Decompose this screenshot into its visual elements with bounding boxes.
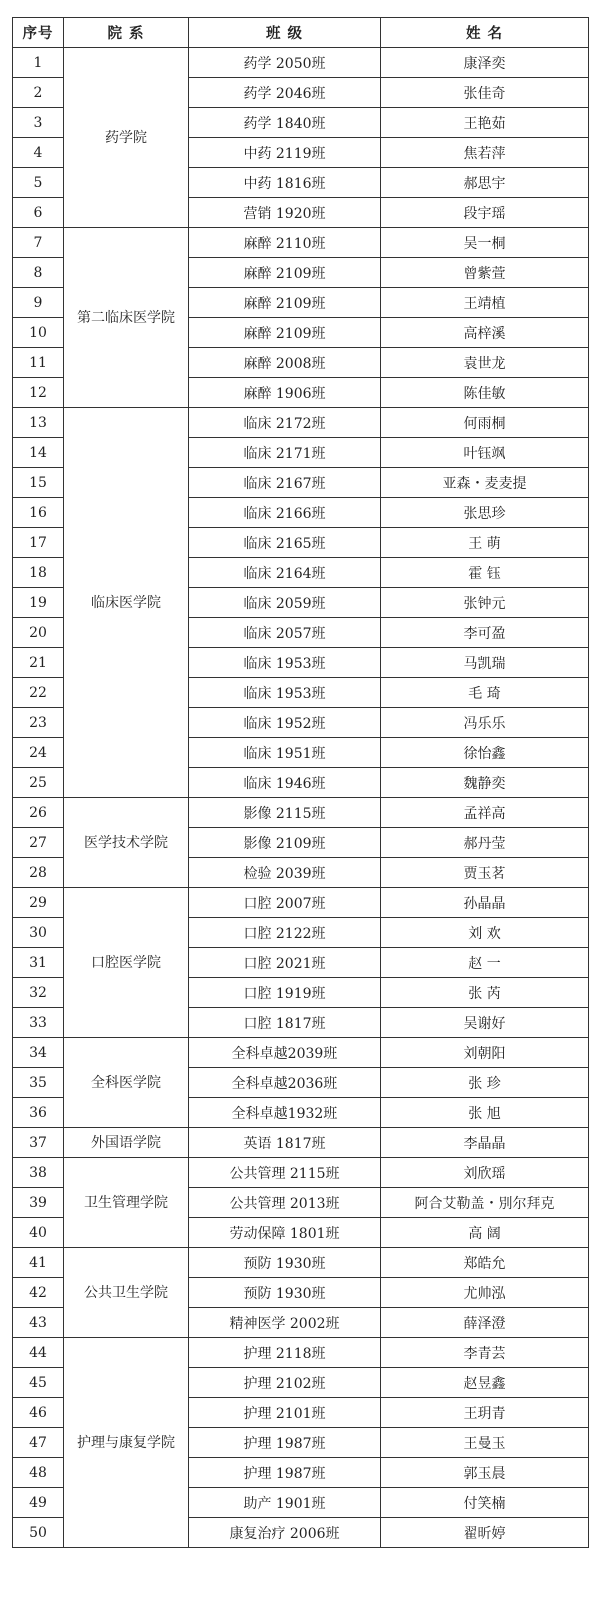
class-cell: 影像 2115班 <box>189 798 381 828</box>
table-row <box>13 48 589 78</box>
student-name-cell: 李可盈 <box>381 618 589 648</box>
student-name-cell: 吴一桐 <box>381 228 589 258</box>
department-cell: 公共卫生学院 <box>64 1248 189 1338</box>
serial-number-cell: 4 <box>13 138 64 168</box>
class-cell: 护理 1987班 <box>189 1428 381 1458</box>
class-cell: 麻醉 1906班 <box>189 378 381 408</box>
serial-number-cell: 31 <box>13 948 64 978</box>
serial-number-cell: 46 <box>13 1398 64 1428</box>
table-row <box>13 798 589 828</box>
student-name-cell: 张思珍 <box>381 498 589 528</box>
student-name-cell: 翟昕婷 <box>381 1518 589 1548</box>
class-cell: 麻醉 2110班 <box>189 228 381 258</box>
class-cell: 护理 2118班 <box>189 1338 381 1368</box>
serial-number-cell: 13 <box>13 408 64 438</box>
class-cell: 公共管理 2013班 <box>189 1188 381 1218</box>
table-row <box>13 1338 589 1368</box>
serial-number-cell: 28 <box>13 858 64 888</box>
department-cell: 外国语学院 <box>64 1128 189 1158</box>
class-cell: 口腔 1817班 <box>189 1008 381 1038</box>
serial-number-cell: 33 <box>13 1008 64 1038</box>
class-cell: 临床 2171班 <box>189 438 381 468</box>
student-name-cell: 李青芸 <box>381 1338 589 1368</box>
serial-number-cell: 11 <box>13 348 64 378</box>
serial-number-cell: 50 <box>13 1518 64 1548</box>
serial-number-cell: 39 <box>13 1188 64 1218</box>
serial-number-cell: 26 <box>13 798 64 828</box>
class-cell: 口腔 2007班 <box>189 888 381 918</box>
student-name-cell: 尤帅泓 <box>381 1278 589 1308</box>
student-name-cell: 袁世龙 <box>381 348 589 378</box>
class-cell: 预防 1930班 <box>189 1278 381 1308</box>
student-name-cell: 高 阔 <box>381 1218 589 1248</box>
student-name-cell: 王曼玉 <box>381 1428 589 1458</box>
table-row <box>13 1128 589 1158</box>
class-cell: 护理 2101班 <box>189 1398 381 1428</box>
department-cell: 临床医学院 <box>64 408 189 798</box>
student-name-cell: 王玥青 <box>381 1398 589 1428</box>
header-row <box>13 18 589 48</box>
serial-number-cell: 42 <box>13 1278 64 1308</box>
student-name-cell: 王艳茹 <box>381 108 589 138</box>
student-name-cell: 王靖植 <box>381 288 589 318</box>
student-name-cell: 毛 琦 <box>381 678 589 708</box>
serial-number-cell: 49 <box>13 1488 64 1518</box>
table-header <box>13 18 589 48</box>
serial-number-cell: 47 <box>13 1428 64 1458</box>
class-cell: 检验 2039班 <box>189 858 381 888</box>
serial-number-cell: 14 <box>13 438 64 468</box>
serial-number-cell: 23 <box>13 708 64 738</box>
serial-number-cell: 10 <box>13 318 64 348</box>
class-cell: 护理 2102班 <box>189 1368 381 1398</box>
serial-number-cell: 15 <box>13 468 64 498</box>
serial-number-cell: 19 <box>13 588 64 618</box>
student-name-cell: 李晶晶 <box>381 1128 589 1158</box>
department-cell: 卫生管理学院 <box>64 1158 189 1248</box>
serial-number-cell: 7 <box>13 228 64 258</box>
class-cell: 公共管理 2115班 <box>189 1158 381 1188</box>
serial-number-cell: 3 <box>13 108 64 138</box>
class-cell: 全科卓越1932班 <box>189 1098 381 1128</box>
student-name-cell: 郝思宇 <box>381 168 589 198</box>
student-name-cell: 张佳奇 <box>381 78 589 108</box>
serial-number-cell: 6 <box>13 198 64 228</box>
class-cell: 口腔 2122班 <box>189 918 381 948</box>
class-cell: 助产 1901班 <box>189 1488 381 1518</box>
student-name-cell: 刘朝阳 <box>381 1038 589 1068</box>
serial-number-cell: 43 <box>13 1308 64 1338</box>
serial-number-cell: 1 <box>13 48 64 78</box>
student-name-cell: 康泽奕 <box>381 48 589 78</box>
serial-number-cell: 40 <box>13 1218 64 1248</box>
serial-number-cell: 9 <box>13 288 64 318</box>
student-name-cell: 徐怡鑫 <box>381 738 589 768</box>
table-row <box>13 408 589 438</box>
serial-number-cell: 48 <box>13 1458 64 1488</box>
student-name-cell: 高梓溪 <box>381 318 589 348</box>
table-row <box>13 1248 589 1278</box>
student-name-cell: 孟祥高 <box>381 798 589 828</box>
serial-number-cell: 38 <box>13 1158 64 1188</box>
class-cell: 临床 2172班 <box>189 408 381 438</box>
class-cell: 临床 2165班 <box>189 528 381 558</box>
serial-number-cell: 29 <box>13 888 64 918</box>
header-name: 姓 名 <box>381 18 589 48</box>
student-name-cell: 郭玉晨 <box>381 1458 589 1488</box>
serial-number-cell: 8 <box>13 258 64 288</box>
class-cell: 临床 1951班 <box>189 738 381 768</box>
class-cell: 护理 1987班 <box>189 1458 381 1488</box>
class-cell: 临床 1953班 <box>189 678 381 708</box>
serial-number-cell: 22 <box>13 678 64 708</box>
class-cell: 临床 2164班 <box>189 558 381 588</box>
student-name-cell: 刘 欢 <box>381 918 589 948</box>
department-cell: 全科医学院 <box>64 1038 189 1128</box>
class-cell: 药学 2050班 <box>189 48 381 78</box>
student-name-cell: 亚森・麦麦提 <box>381 468 589 498</box>
student-name-cell: 孙晶晶 <box>381 888 589 918</box>
class-cell: 临床 1953班 <box>189 648 381 678</box>
table-body <box>13 48 589 1548</box>
roster-table <box>12 17 589 1548</box>
class-cell: 临床 2166班 <box>189 498 381 528</box>
serial-number-cell: 5 <box>13 168 64 198</box>
serial-number-cell: 21 <box>13 648 64 678</box>
class-cell: 影像 2109班 <box>189 828 381 858</box>
class-cell: 口腔 2021班 <box>189 948 381 978</box>
student-name-cell: 陈佳敏 <box>381 378 589 408</box>
class-cell: 预防 1930班 <box>189 1248 381 1278</box>
student-name-cell: 付笑楠 <box>381 1488 589 1518</box>
class-cell: 康复治疗 2006班 <box>189 1518 381 1548</box>
student-name-cell: 郝丹莹 <box>381 828 589 858</box>
serial-number-cell: 24 <box>13 738 64 768</box>
class-cell: 中药 2119班 <box>189 138 381 168</box>
serial-number-cell: 34 <box>13 1038 64 1068</box>
header-serial-number: 序号 <box>13 18 64 48</box>
student-name-cell: 马凯瑞 <box>381 648 589 678</box>
class-cell: 临床 2167班 <box>189 468 381 498</box>
class-cell: 麻醉 2008班 <box>189 348 381 378</box>
student-name-cell: 王 萌 <box>381 528 589 558</box>
student-name-cell: 阿合艾勒盖・別尔拜克 <box>381 1188 589 1218</box>
class-cell: 药学 1840班 <box>189 108 381 138</box>
serial-number-cell: 20 <box>13 618 64 648</box>
student-name-cell: 段宇瑶 <box>381 198 589 228</box>
class-cell: 临床 2057班 <box>189 618 381 648</box>
serial-number-cell: 25 <box>13 768 64 798</box>
class-cell: 中药 1816班 <box>189 168 381 198</box>
class-cell: 临床 1946班 <box>189 768 381 798</box>
class-cell: 全科卓越2039班 <box>189 1038 381 1068</box>
department-cell: 医学技术学院 <box>64 798 189 888</box>
serial-number-cell: 32 <box>13 978 64 1008</box>
serial-number-cell: 12 <box>13 378 64 408</box>
class-cell: 药学 2046班 <box>189 78 381 108</box>
student-name-cell: 魏静奕 <box>381 768 589 798</box>
student-name-cell: 张 珍 <box>381 1068 589 1098</box>
serial-number-cell: 37 <box>13 1128 64 1158</box>
table-row <box>13 228 589 258</box>
header-department: 院 系 <box>64 18 189 48</box>
class-cell: 口腔 1919班 <box>189 978 381 1008</box>
student-name-cell: 冯乐乐 <box>381 708 589 738</box>
serial-number-cell: 2 <box>13 78 64 108</box>
serial-number-cell: 16 <box>13 498 64 528</box>
student-name-cell: 张钟元 <box>381 588 589 618</box>
department-cell: 护理与康复学院 <box>64 1338 189 1548</box>
student-name-cell: 张 旭 <box>381 1098 589 1128</box>
serial-number-cell: 30 <box>13 918 64 948</box>
class-cell: 麻醉 2109班 <box>189 318 381 348</box>
student-name-cell: 张 芮 <box>381 978 589 1008</box>
student-name-cell: 贾玉茗 <box>381 858 589 888</box>
class-cell: 英语 1817班 <box>189 1128 381 1158</box>
table-row <box>13 888 589 918</box>
department-cell: 口腔医学院 <box>64 888 189 1038</box>
serial-number-cell: 36 <box>13 1098 64 1128</box>
student-name-cell: 曾紫萱 <box>381 258 589 288</box>
class-cell: 临床 1952班 <box>189 708 381 738</box>
class-cell: 麻醉 2109班 <box>189 258 381 288</box>
student-name-cell: 郑皓允 <box>381 1248 589 1278</box>
table-row <box>13 1038 589 1068</box>
student-name-cell: 赵昱鑫 <box>381 1368 589 1398</box>
department-cell: 药学院 <box>64 48 189 228</box>
class-cell: 临床 2059班 <box>189 588 381 618</box>
serial-number-cell: 41 <box>13 1248 64 1278</box>
class-cell: 全科卓越2036班 <box>189 1068 381 1098</box>
student-name-cell: 吴谢好 <box>381 1008 589 1038</box>
class-cell: 精神医学 2002班 <box>189 1308 381 1338</box>
serial-number-cell: 18 <box>13 558 64 588</box>
class-cell: 营销 1920班 <box>189 198 381 228</box>
student-name-cell: 薛泽澄 <box>381 1308 589 1338</box>
serial-number-cell: 45 <box>13 1368 64 1398</box>
department-cell: 第二临床医学院 <box>64 228 189 408</box>
class-cell: 麻醉 2109班 <box>189 288 381 318</box>
student-name-cell: 焦若萍 <box>381 138 589 168</box>
header-class: 班 级 <box>189 18 381 48</box>
class-cell: 劳动保障 1801班 <box>189 1218 381 1248</box>
serial-number-cell: 27 <box>13 828 64 858</box>
student-name-cell: 赵 一 <box>381 948 589 978</box>
serial-number-cell: 35 <box>13 1068 64 1098</box>
student-name-cell: 叶钰飒 <box>381 438 589 468</box>
table-row <box>13 1158 589 1188</box>
serial-number-cell: 17 <box>13 528 64 558</box>
student-name-cell: 霍 钰 <box>381 558 589 588</box>
serial-number-cell: 44 <box>13 1338 64 1368</box>
student-name-cell: 何雨桐 <box>381 408 589 438</box>
student-name-cell: 刘欣瑶 <box>381 1158 589 1188</box>
